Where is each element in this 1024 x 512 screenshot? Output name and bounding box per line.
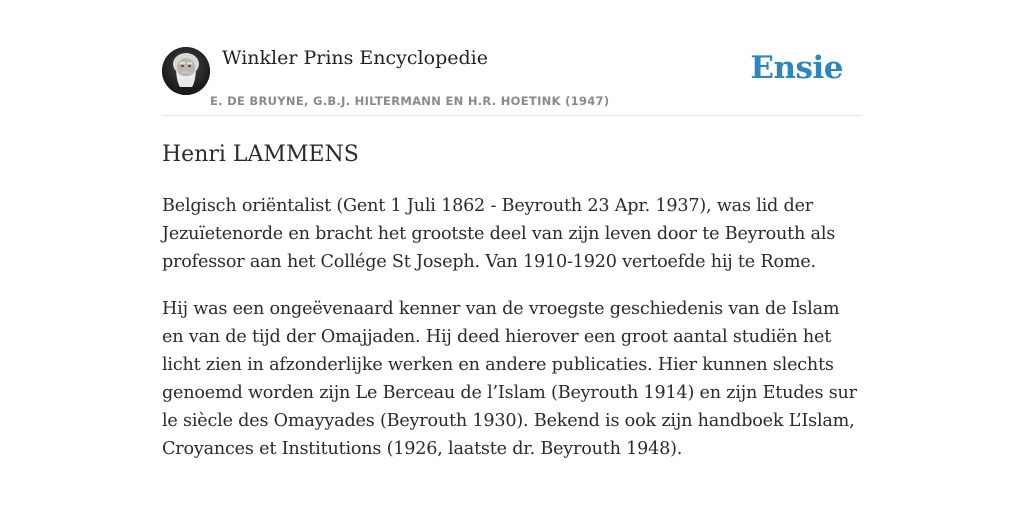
article-paragraph: Belgisch oriëntalist (Gent 1 Juli 1862 - Beyrouth 23 Apr. 1937), was lid der Jezuïetenorde en bracht het grootste deel van zijn leven door te Beyrouth als professor aan het Collége St Joseph. Van 1910-1920 vertoefde hij te Rome. [162, 196, 836, 272]
article [162, 140, 862, 482]
author-avatar[interactable] [162, 47, 210, 95]
page-header [162, 45, 862, 116]
article-paragraph: Hij was een ongeëvenaard kenner van de vroegste geschiedenis van de Islam en van de tijd der Omajjaden. Hij deed hierover een groot aantal studiën het licht zien in afzonderlijke werken en andere publicaties. Hier kunnen slechts genoemd worden zijn Le Berceau de l’Islam (Beyrouth 1914) en zijn Etudes sur le siècle des Omayyades (Beyrouth 1930). Bekend is ook zijn handboek L’Islam, Croyances et Institutions (1926, laatste dr. Beyrouth 1948). [162, 299, 857, 459]
encyclopedia-authors: E. DE BRUYNE, G.B.J. HILTERMANN EN H.R. HOETINK (1947) [210, 94, 610, 108]
encyclopedia-title[interactable]: Winkler Prins Encyclopedie [222, 47, 488, 69]
article-title: Henri LAMMENS [162, 142, 359, 167]
portrait-icon [162, 47, 210, 95]
ensie-logo-link[interactable]: Ensie [750, 50, 843, 86]
